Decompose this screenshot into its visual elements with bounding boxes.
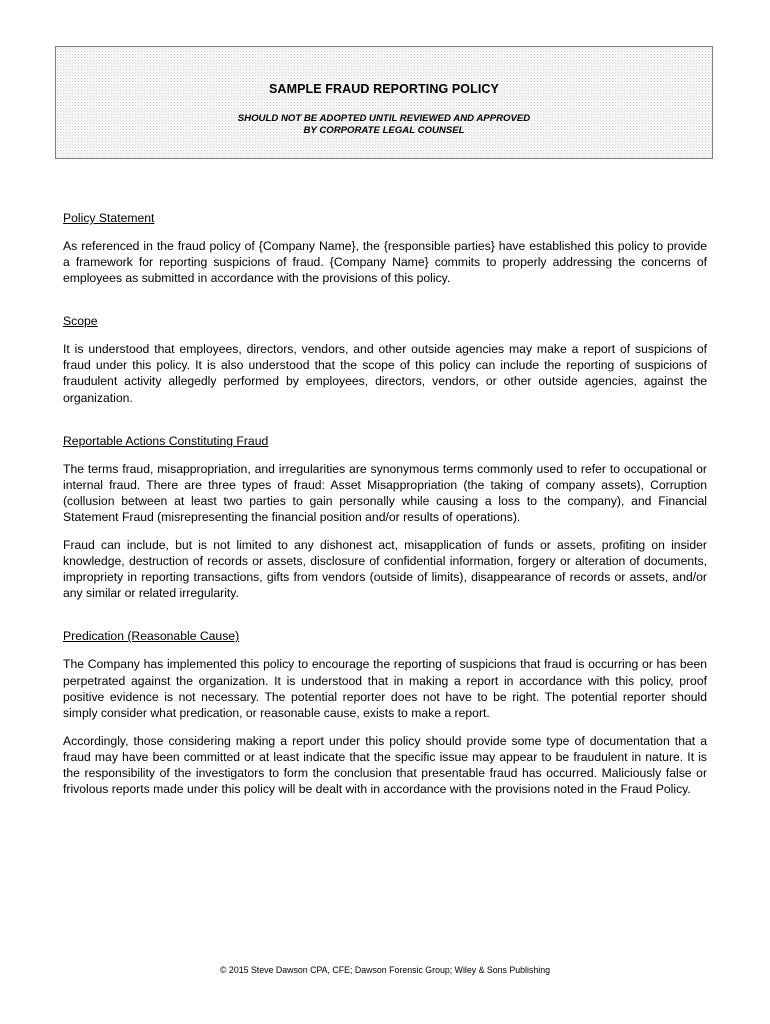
section-heading-predication: Predication (Reasonable Cause) bbox=[63, 629, 240, 644]
paragraph: Fraud can include, but is not limited to any dishonest act, misapplication of funds or assets, profiting on insider knowledge, destruction of records or assets, disclosure of confidential information, forgery or alteration of documents, impropriety in reporting transactions, gifts from vendors (outside of limits), disappearance of records or assets, and/or any similar or related irregularity. bbox=[63, 538, 707, 601]
copyright-footer: © 2015 Steve Dawson CPA, CFE; Dawson Forensic Group; Wiley & Sons Publishing bbox=[220, 965, 550, 975]
section-scope bbox=[63, 313, 707, 405]
section-predication bbox=[63, 628, 707, 797]
section-heading-scope: Scope bbox=[63, 314, 98, 329]
paragraph: The Company has implemented this policy to encourage the reporting of suspicions that fraud is occurring or has been perpetrated against the organization. It is understood that in making a report in accordance with this policy, proof positive evidence is not necessary. The potential reporter does not have to be right. The potential reporter should simply consider what predication, or reasonable cause, exists to make a report. bbox=[63, 657, 707, 720]
disclaimer-line-1: SHOULD NOT BE ADOPTED UNTIL REVIEWED AND APPROVED bbox=[237, 113, 531, 124]
paragraph: The terms fraud, misappropriation, and irregularities are synonymous terms commonly used to refer to occupational or internal fraud. There are three types of fraud: Asset Misappropriation (the taking of company assets), Corruption (collusion between at least two parties to gain personally while causing a loss to the company), and Financial Statement Fraud (misrepresenting the financial position and/or results of operations). bbox=[63, 461, 707, 524]
document-body bbox=[63, 210, 707, 797]
disclaimer-line-2: BY CORPORATE LEGAL COUNSEL bbox=[303, 125, 465, 136]
paragraph: As referenced in the fraud policy of {Company Name}, the {responsible parties} have established this policy to provide a framework for reporting suspicions of fraud. {Company Name} commits to properly addressing the concerns of employees as submitted in accordance with the provisions of this policy. bbox=[63, 239, 707, 286]
paragraph: It is understood that employees, directors, vendors, and other outside agencies may make a report of suspicions of fraud under this policy. It is also understood that the scope of this policy can include the reporting of suspicions of fraudulent activity allegedly performed by employees, directors, vendors, or other outside agencies, against the organization. bbox=[63, 342, 707, 405]
section-heading-reportable-actions: Reportable Actions Constituting Fraud bbox=[63, 433, 269, 448]
paragraph: Accordingly, those considering making a report under this policy should provide some type of documentation that a fraud may have been committed or at least indicate that the specific issue may appear to be fraudulent in nature. It is the responsibility of the investigators to form the conclusion that presentable fraud has occurred. Maliciously false or frivolous reports made under this policy will be dealt with in accordance with the provisions noted in the Fraud Policy. bbox=[63, 733, 707, 797]
document-disclaimer bbox=[56, 113, 712, 137]
section-heading-policy-statement: Policy Statement bbox=[63, 211, 155, 225]
document-header-box bbox=[55, 46, 713, 159]
section-reportable-actions bbox=[63, 433, 707, 602]
section-policy-statement bbox=[63, 210, 707, 286]
document-title: SAMPLE FRAUD REPORTING POLICY bbox=[269, 82, 499, 96]
